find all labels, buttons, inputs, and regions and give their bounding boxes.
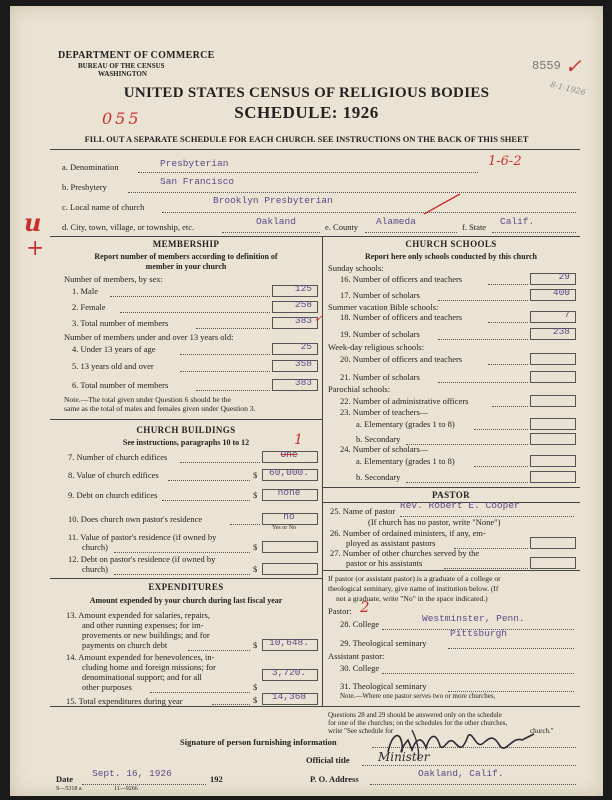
- q13-line-b: and other running expenses; for im-: [82, 620, 204, 630]
- q11-label-b: church): [82, 542, 108, 552]
- q12-label-a: 12. Debt on pastor's residence (if owned by: [68, 554, 216, 564]
- q16-label: 16. Number of officers and teachers: [340, 274, 463, 284]
- q3-tick-icon: ✓: [314, 312, 324, 325]
- pastor-note-5: church.": [530, 727, 554, 735]
- q14-line-a: 14. Amount expended for benevolences, in-: [66, 652, 215, 662]
- q20-label: 20. Number of officers and teachers: [340, 354, 463, 364]
- q28-value[interactable]: Westminster, Penn.: [422, 613, 525, 624]
- expenditures-title: EXPENDITURES: [148, 582, 224, 592]
- q1-label: 1. Male: [72, 286, 98, 296]
- q24a-label: a. Elementary (grades 1 to 8): [356, 456, 455, 466]
- q5-label: 5. 13 years old and over: [72, 361, 154, 371]
- q2-label: 2. Female: [72, 302, 106, 312]
- form-title: UNITED STATES CENSUS OF RELIGIOUS BODIES: [123, 85, 490, 101]
- graduate-note-3: not a graduate, write "No" in the space indicated.): [336, 594, 488, 603]
- q8-value[interactable]: 60,000.: [269, 467, 309, 478]
- q26-line-b: ployed as assistant pastors: [346, 538, 436, 548]
- bureau-label: BUREAU OF THE CENSUS: [78, 62, 165, 70]
- pastor-note-3: for one of the churches; on the schedules for the other churches,: [328, 719, 508, 727]
- city-value[interactable]: Oakland: [256, 216, 296, 227]
- po-address-label: P. O. Address: [310, 774, 359, 784]
- q21-label: 21. Number of scholars: [340, 372, 420, 382]
- buildings-title: CHURCH BUILDINGS: [136, 425, 236, 435]
- county-value[interactable]: Alameda: [376, 216, 416, 227]
- q12-label-b: church): [82, 564, 108, 574]
- q19-value[interactable]: 238: [552, 326, 570, 337]
- q6-label: 6. Total number of members: [72, 380, 169, 390]
- q15-dollar: $: [253, 695, 258, 705]
- q3-value[interactable]: 383: [294, 315, 312, 326]
- vacation-label: Summer vacation Bible schools:: [328, 302, 439, 312]
- checkmark-icon: ✓: [565, 54, 582, 78]
- q18-label: 18. Number of officers and teachers: [340, 312, 463, 322]
- margin-plus-mark: +: [26, 236, 45, 261]
- q2-value[interactable]: 258: [294, 299, 312, 310]
- membership-title: MEMBERSHIP: [152, 239, 220, 249]
- presbytery-value[interactable]: San Francisco: [160, 176, 235, 187]
- form-instruction: FILL OUT A SEPARATE SCHEDULE FOR EACH CHURCH. SEE INSTRUCTIONS ON THE BACK OF THIS SHEET: [84, 134, 529, 144]
- q15-label: 15. Total expenditures during year: [66, 696, 183, 706]
- q5-value[interactable]: 358: [294, 358, 312, 369]
- q27-line-b: pastor or his assistants: [346, 558, 423, 568]
- q31-label: 31. Theological seminary: [340, 681, 427, 691]
- graduate-note-1: If pastor (or assistant pastor) is a graduate of a college or: [328, 574, 501, 583]
- q27-line-a: 27. Number of other churches served by the: [330, 548, 480, 558]
- q17-label: 17. Number of scholars: [340, 290, 420, 300]
- q14-line-b: cluding home and foreign missions; for: [82, 662, 216, 672]
- local-name-label: c. Local name of church: [62, 202, 145, 212]
- q10-label: 10. Does church own pastor's residence: [68, 514, 203, 524]
- q3-label: 3. Total number of members: [72, 318, 169, 328]
- expenditures-subtitle: Amount expended by your church during last fiscal year: [89, 596, 283, 605]
- buildings-handwritten-number: 1: [294, 432, 303, 448]
- q15-value[interactable]: 14,368: [271, 691, 307, 702]
- margin-mark: u: [24, 208, 42, 237]
- q23a-label: a. Elementary (grades 1 to 8): [356, 419, 455, 429]
- q9-label: 9. Debt on church edifices: [68, 490, 158, 500]
- q4-value[interactable]: 25: [300, 341, 312, 352]
- q29-value[interactable]: Pittsburgh: [450, 628, 508, 639]
- q12-dollar: $: [253, 564, 258, 574]
- official-title-value[interactable]: Minister: [378, 750, 430, 764]
- official-title-label: Official title: [306, 755, 350, 765]
- pastor-note-4: write "See schedule for: [328, 727, 394, 735]
- city-field-label: d. City, town, village, or township, etc.: [62, 222, 195, 232]
- year-label: 192: [210, 774, 223, 784]
- code-handwritten: 055: [102, 109, 142, 128]
- buildings-subtitle: See instructions, paragraphs 10 to 12: [122, 438, 250, 447]
- q23b-label: b. Secondary: [356, 434, 401, 444]
- po-address-value[interactable]: Oakland, Calif.: [418, 768, 504, 779]
- q14-dollar: $: [253, 682, 258, 692]
- q13-line-c: provements or new buildings; and for: [82, 630, 210, 640]
- weekday-label: Week-day religious schools:: [328, 342, 425, 352]
- q8-label: 8. Value of church edifices: [68, 470, 159, 480]
- q19-label: 19. Number of scholars: [340, 329, 420, 339]
- date-stamp: 8-1-1926: [549, 79, 587, 98]
- q14-value[interactable]: 3,720.: [271, 667, 307, 678]
- membership-note-1: Note.—The total given under Question 6 should be the: [64, 395, 231, 404]
- department-label: DEPARTMENT OF COMMERCE: [58, 50, 215, 61]
- q10-value[interactable]: no: [283, 511, 295, 522]
- q30-label: 30. College: [340, 663, 380, 673]
- q9-dollar: $: [253, 490, 258, 500]
- city-label: WASHINGTON: [98, 70, 147, 78]
- denomination-label: a. Denomination: [62, 162, 119, 172]
- signature-label: Signature of person furnishing information: [180, 737, 337, 747]
- q17-value[interactable]: 400: [552, 287, 570, 298]
- schools-subtitle: Report here only schools conducted by this church: [365, 252, 537, 261]
- county-label: e. County: [325, 222, 359, 232]
- date-value[interactable]: Sept. 16, 1926: [92, 768, 172, 779]
- q25-note: (If church has no pastor, write "None"): [368, 517, 501, 527]
- pastor-note-1: Note.—Where one pastor serves two or more churches,: [340, 692, 496, 700]
- q29-label: 29. Theological seminary: [340, 638, 427, 648]
- state-value[interactable]: Calif.: [500, 216, 535, 227]
- form-number: S—5318 a: [56, 786, 82, 792]
- q26-line-a: 26. Number of ordained ministers, if any, em-: [330, 528, 486, 538]
- q28-label: 28. College: [340, 619, 380, 629]
- q23-label: 23. Number of teachers—: [340, 407, 429, 417]
- q13-value[interactable]: 10,648.: [269, 637, 309, 648]
- q9-value[interactable]: none: [277, 487, 301, 498]
- date-label: Date: [56, 774, 73, 784]
- membership-subtitle-1: Report number of members according to definition of: [94, 252, 278, 261]
- schedule-title: SCHEDULE: 1926: [234, 103, 379, 122]
- pastor-handwritten-number: 2: [360, 598, 370, 616]
- q6-value[interactable]: 383: [294, 377, 312, 388]
- q13-line-a: 13. Amount expended for salaries, repairs,: [66, 610, 210, 620]
- q13-dollar: $: [253, 640, 258, 650]
- q22-label: 22. Number of administrative officers: [340, 396, 469, 406]
- assistant-pastor-label: Assistant pastor:: [328, 651, 385, 661]
- graduate-note-2: theological seminary, give name of institution below. (If: [328, 584, 499, 593]
- q13-line-d: payments on church debt: [82, 640, 168, 650]
- schools-title: CHURCH SCHOOLS: [405, 239, 497, 249]
- census-schedule-sheet: [10, 6, 603, 796]
- sunday-label: Sunday schools:: [328, 263, 384, 273]
- presbytery-label: b. Presbytery: [62, 182, 107, 192]
- q25-label: 25. Name of pastor: [330, 506, 396, 516]
- denomination-value[interactable]: Presbyterian: [160, 158, 229, 169]
- q14-line-d: other purposes: [82, 682, 132, 692]
- schedule-number: 8559: [532, 59, 561, 73]
- local-name-value[interactable]: Brooklyn Presbyterian: [213, 195, 333, 206]
- q1-value[interactable]: 125: [294, 283, 312, 294]
- q14-line-c: denominational support; and for all: [82, 672, 202, 682]
- pastor-sub-label: Pastor:: [328, 606, 352, 616]
- q24b-label: b. Secondary: [356, 472, 401, 482]
- q11-dollar: $: [253, 542, 258, 552]
- yes-no-caption: Yes or No: [272, 525, 297, 531]
- q16-value[interactable]: 29: [558, 271, 570, 282]
- age-intro-label: Number of members under and over 13 years old:: [64, 332, 234, 342]
- pastor-title: PASTOR: [431, 490, 471, 500]
- q18-value[interactable]: 7: [564, 309, 570, 320]
- q4-label: 4. Under 13 years of age: [72, 344, 156, 354]
- state-label: f. State: [462, 222, 487, 232]
- by-sex-label: Number of members, by sex:: [64, 274, 163, 284]
- parochial-label: Parochial schools:: [328, 384, 391, 394]
- membership-subtitle-2: member in your church: [145, 262, 227, 271]
- code-right-handwritten: 1-6-2: [488, 154, 522, 169]
- membership-note-2: same as the total of males and females given under Question 3.: [64, 404, 256, 413]
- pastor-note-2: Questions 28 and 29 should be answered only on the schedule: [328, 711, 502, 719]
- county-tick-icon: [420, 190, 464, 220]
- q11-label-a: 11. Value of pastor's residence (if owned by: [68, 532, 217, 542]
- q8-dollar: $: [253, 470, 258, 480]
- q24-label: 24. Number of scholars—: [340, 444, 429, 454]
- q7-value[interactable]: One: [280, 449, 298, 460]
- q7-label: 7. Number of church edifices: [68, 452, 168, 462]
- q25-value[interactable]: Rev. Robert E. Cooper: [400, 500, 520, 511]
- print-number: 11—9266: [114, 786, 138, 792]
